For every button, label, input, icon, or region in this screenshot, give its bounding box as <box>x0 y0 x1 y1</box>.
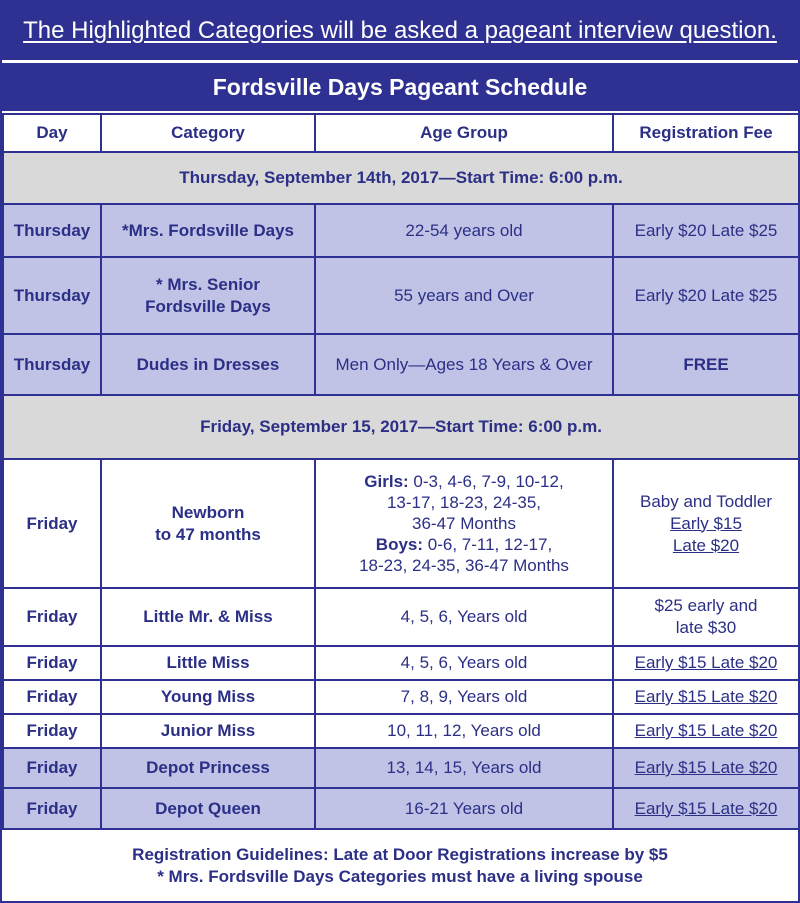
day-cell: Friday <box>3 788 101 829</box>
girls-ages-line: 36-47 Months <box>412 514 516 533</box>
guidelines-line-late-fee: Registration Guidelines: Late at Door Registrations increase by $5 <box>132 844 668 864</box>
day-cell: Thursday <box>3 334 101 395</box>
thursday-section-header <box>3 152 799 204</box>
friday-section-header <box>3 395 799 459</box>
category-cell: Young Miss <box>101 680 315 714</box>
day-cell: Friday <box>3 459 101 588</box>
boys-ages: 0-6, 7-11, 12-17, <box>423 535 553 554</box>
age-cell <box>315 459 613 588</box>
age-cell: 10, 11, 12, Years old <box>315 714 613 748</box>
day-cell: Friday <box>3 588 101 646</box>
table-row <box>3 714 799 748</box>
thursday-date-label: Thursday, September 14th, 2017—Start Time: 6:00 p.m. <box>3 152 799 204</box>
category-cell: Depot Queen <box>101 788 315 829</box>
fee-cell: FREE <box>613 334 799 395</box>
girls-label: Girls: <box>364 472 409 491</box>
category-cell: Junior Miss <box>101 714 315 748</box>
age-cell: 22-54 years old <box>315 204 613 257</box>
table-row <box>3 646 799 680</box>
category-line: * Mrs. Senior <box>156 274 260 294</box>
table-row <box>3 748 799 788</box>
category-cell <box>101 459 315 588</box>
fee-cell <box>613 588 799 646</box>
category-cell: Dudes in Dresses <box>101 334 315 395</box>
fee-cell[interactable]: Early $15 Late $20 <box>613 788 799 829</box>
table-row <box>3 680 799 714</box>
fee-line: $25 early and <box>654 596 758 615</box>
schedule-title: Fordsville Days Pageant Schedule <box>2 63 798 111</box>
boys-ages-line <box>320 534 608 555</box>
age-cell: 7, 8, 9, Years old <box>315 680 613 714</box>
day-cell: Thursday <box>3 204 101 257</box>
day-cell: Friday <box>3 748 101 788</box>
friday-date-label: Friday, September 15, 2017—Start Time: 6:00 p.m. <box>3 395 799 459</box>
table-row <box>3 257 799 334</box>
boys-label: Boys: <box>375 535 424 554</box>
category-line: to 47 months <box>155 524 261 544</box>
fee-early-link[interactable]: Early $15 <box>670 513 742 533</box>
schedule-table <box>2 113 800 830</box>
table-row <box>3 334 799 395</box>
age-cell: 4, 5, 6, Years old <box>315 588 613 646</box>
table-row <box>3 204 799 257</box>
girls-ages: 0-3, 4-6, 7-9, 10-12, <box>408 472 564 491</box>
category-cell: *Mrs. Fordsville Days <box>101 204 315 257</box>
category-cell: Depot Princess <box>101 748 315 788</box>
header-registration-fee: Registration Fee <box>613 114 799 152</box>
fee-cell: Early $20 Late $25 <box>613 257 799 334</box>
fee-line: late $30 <box>675 618 737 637</box>
table-row <box>3 788 799 829</box>
category-line: Newborn <box>171 502 245 522</box>
girls-ages-line <box>320 471 608 492</box>
fee-late-link[interactable]: Late $20 <box>672 535 740 555</box>
day-cell: Friday <box>3 714 101 748</box>
age-cell: 55 years and Over <box>315 257 613 334</box>
age-cell: 16-21 Years old <box>315 788 613 829</box>
registration-guidelines <box>2 830 798 901</box>
fee-cell[interactable]: Early $15 Late $20 <box>613 714 799 748</box>
day-cell: Thursday <box>3 257 101 334</box>
age-cell: Men Only—Ages 18 Years & Over <box>315 334 613 395</box>
guidelines-line-spouse: * Mrs. Fordsville Days Categories must have a living spouse <box>157 866 643 886</box>
fee-cell[interactable]: Early $15 Late $20 <box>613 748 799 788</box>
category-line: Fordsville Days <box>145 296 271 316</box>
highlight-notice-banner: The Highlighted Categories will be asked a pageant interview question. <box>2 2 798 60</box>
header-age-group: Age Group <box>315 114 613 152</box>
category-cell: Little Miss <box>101 646 315 680</box>
table-row <box>3 588 799 646</box>
header-category: Category <box>101 114 315 152</box>
fee-cell: Early $20 Late $25 <box>613 204 799 257</box>
age-cell: 13, 14, 15, Years old <box>315 748 613 788</box>
girls-ages-line: 13-17, 18-23, 24-35, <box>386 493 542 512</box>
fee-cell[interactable]: Early $15 Late $20 <box>613 680 799 714</box>
fee-cell[interactable]: Early $15 Late $20 <box>613 646 799 680</box>
header-day: Day <box>3 114 101 152</box>
day-cell: Friday <box>3 680 101 714</box>
boys-ages-line: 18-23, 24-35, 36-47 Months <box>359 556 569 575</box>
table-row <box>3 459 799 588</box>
fee-cell <box>613 459 799 588</box>
fee-line: Baby and Toddler <box>639 491 772 511</box>
age-cell: 4, 5, 6, Years old <box>315 646 613 680</box>
category-cell: Little Mr. & Miss <box>101 588 315 646</box>
category-cell <box>101 257 315 334</box>
header-row <box>3 114 799 152</box>
day-cell: Friday <box>3 646 101 680</box>
